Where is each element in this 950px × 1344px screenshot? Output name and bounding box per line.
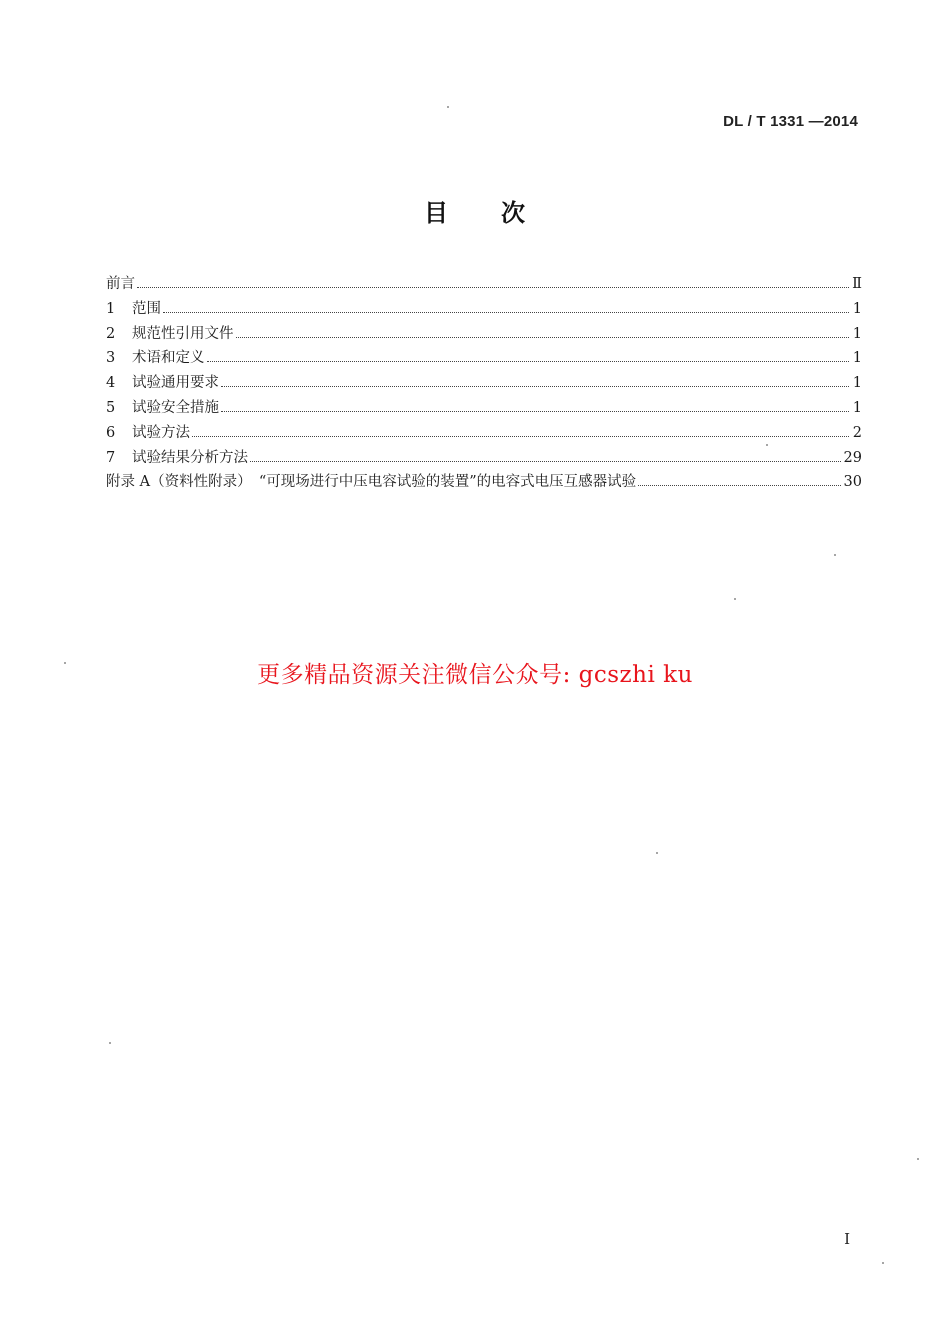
toc-entry-page: 30 [843, 474, 862, 491]
toc-entry-label: 范围 [132, 300, 161, 317]
toc-entry-number: 3 [106, 350, 116, 367]
toc-entry-number: 1 [106, 300, 116, 317]
toc-entry-normative-references[interactable] [106, 322, 862, 347]
toc-leader-dots [137, 287, 849, 288]
toc-leader-dots [221, 386, 849, 387]
toc-entry-scope[interactable] [106, 297, 862, 322]
toc-entry-page: Ⅱ [852, 276, 862, 292]
toc-entry-terms-definitions[interactable] [106, 346, 862, 371]
scan-speck [766, 444, 768, 446]
toc-title-char-1: 目 [424, 199, 449, 227]
toc-entry-page: 1 [852, 399, 862, 416]
toc-entry-label: 试验方法 [132, 424, 190, 441]
toc-entry-general-requirements[interactable] [106, 371, 862, 396]
scan-speck [109, 1042, 111, 1044]
toc-entry-label: 试验安全措施 [132, 399, 219, 416]
scan-speck [64, 662, 66, 664]
toc-entry-page: 1 [852, 325, 862, 342]
toc-entry-label: 前言 [106, 276, 135, 292]
toc-leader-dots [192, 436, 849, 437]
toc-entry-safety-measures[interactable] [106, 396, 862, 421]
toc-entry-number: 5 [106, 399, 116, 416]
toc-leader-dots [207, 361, 850, 362]
toc-leader-dots [221, 411, 849, 412]
toc-entry-label: 术语和定义 [132, 350, 205, 367]
toc-entry-page: 1 [852, 375, 862, 392]
toc-entry-test-methods[interactable] [106, 421, 862, 446]
toc-entry-label: 附录 A（资料性附录） “可现场进行中压电容试验的装置”的电容式电压互感器试验 [106, 474, 637, 491]
toc-entry-appendix-a[interactable] [106, 470, 862, 495]
toc-entry-page: 2 [852, 424, 862, 441]
standard-code: DL / T 1331 —2014 [723, 113, 858, 130]
scan-speck [656, 852, 658, 854]
toc-entry-page: 1 [852, 300, 862, 317]
toc-entry-number: 4 [106, 375, 116, 392]
toc-leader-dots [638, 485, 840, 486]
toc-entry-page: 29 [843, 449, 862, 466]
toc-leader-dots [250, 461, 841, 462]
scan-speck [834, 554, 836, 556]
toc-entry-label: 规范性引用文件 [132, 325, 234, 342]
toc-leader-dots [236, 337, 850, 338]
toc-title-char-2: 次 [501, 199, 526, 227]
toc-entry-page: 1 [852, 350, 862, 367]
scan-speck [734, 598, 736, 600]
toc-entry-number: 2 [106, 325, 116, 342]
toc-entry-label: 试验结果分析方法 [132, 449, 248, 466]
toc-title [0, 193, 950, 228]
toc-entry-number: 6 [106, 424, 116, 441]
page-number: I [844, 1230, 850, 1248]
toc-entry-label: 试验通用要求 [132, 375, 219, 392]
wechat-notice: 更多精品资源关注微信公众号: gcszhi ku [257, 662, 693, 688]
scan-speck [882, 1262, 884, 1264]
scan-speck [447, 106, 449, 108]
toc-entry-number: 7 [106, 449, 116, 466]
toc-entry-foreword[interactable] [106, 272, 862, 297]
toc-leader-dots [163, 312, 849, 313]
table-of-contents [106, 272, 862, 495]
toc-entry-result-analysis[interactable] [106, 446, 862, 471]
scan-speck [917, 1158, 919, 1160]
